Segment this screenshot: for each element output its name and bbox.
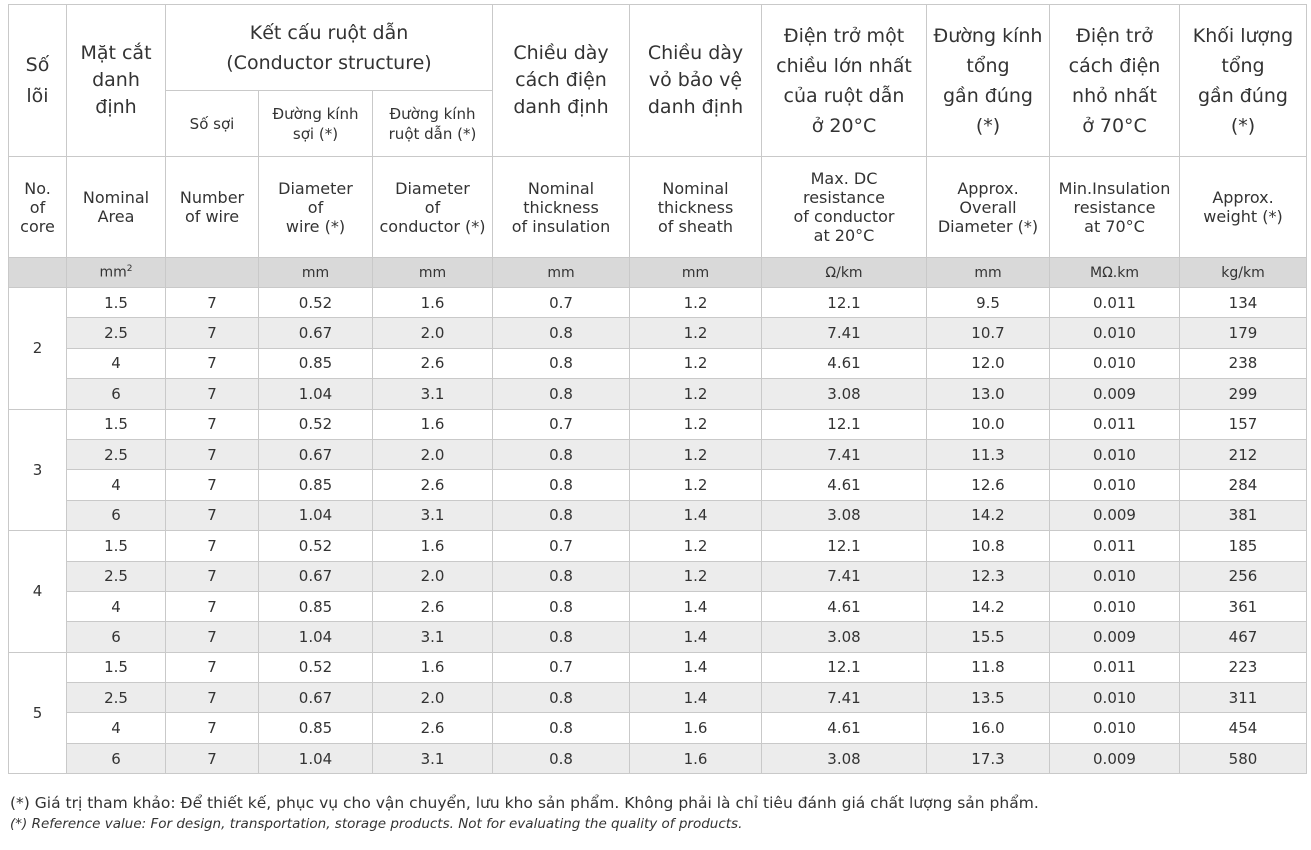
unit-conductor-diameter: mm bbox=[373, 258, 493, 288]
table-cell: 0.009 bbox=[1050, 743, 1180, 773]
table-cell: 0.8 bbox=[493, 318, 630, 348]
header-en-cell: Nominal thickness of insulation bbox=[493, 157, 630, 258]
table-cell: 1.04 bbox=[259, 500, 373, 530]
table-cell: 1.2 bbox=[630, 470, 762, 500]
header-wire-diameter-vi: Đường kính sợi (*) bbox=[259, 91, 373, 157]
unit-weight: kg/km bbox=[1180, 258, 1307, 288]
table-cell: 7 bbox=[166, 288, 259, 318]
table-row bbox=[9, 439, 1307, 469]
table-cell: 0.009 bbox=[1050, 500, 1180, 530]
table-cell: 7 bbox=[166, 500, 259, 530]
table-cell: 0.011 bbox=[1050, 288, 1180, 318]
table-cell: 2.0 bbox=[373, 318, 493, 348]
table-cell: 1.4 bbox=[630, 652, 762, 682]
table-cell: 7 bbox=[166, 713, 259, 743]
table-cell: 1.2 bbox=[630, 318, 762, 348]
table-cell: 17.3 bbox=[927, 743, 1050, 773]
table-row bbox=[9, 409, 1307, 439]
table-row bbox=[9, 683, 1307, 713]
table-cell: 134 bbox=[1180, 288, 1307, 318]
table-cell: 12.1 bbox=[762, 652, 927, 682]
table-cell: 11.3 bbox=[927, 439, 1050, 469]
header-row-vi-top bbox=[9, 5, 1307, 91]
table-cell: 0.8 bbox=[493, 379, 630, 409]
header-wires-vi: Số sợi bbox=[166, 91, 259, 157]
table-cell: 7.41 bbox=[762, 318, 927, 348]
table-cell: 7 bbox=[166, 743, 259, 773]
table-cell: 1.2 bbox=[630, 531, 762, 561]
cable-spec-table-container bbox=[8, 4, 1306, 774]
table-cell: 3.08 bbox=[762, 743, 927, 773]
table-cell: 0.011 bbox=[1050, 409, 1180, 439]
header-en-cell: Approx. weight (*) bbox=[1180, 157, 1307, 258]
table-cell: 0.8 bbox=[493, 683, 630, 713]
table-cell: 1.4 bbox=[630, 622, 762, 652]
header-core-vi: Số lõi bbox=[9, 5, 67, 157]
table-cell: 10.0 bbox=[927, 409, 1050, 439]
table-cell: 1.6 bbox=[630, 743, 762, 773]
header-insulation-resistance-vi: Điện trở cách điện nhỏ nhất ở 70°C bbox=[1050, 5, 1180, 157]
table-cell: 12.1 bbox=[762, 409, 927, 439]
table-cell: 7 bbox=[166, 318, 259, 348]
header-en-cell: Nominal thickness of sheath bbox=[630, 157, 762, 258]
table-cell: 1.4 bbox=[630, 500, 762, 530]
table-body bbox=[9, 288, 1307, 774]
table-cell: 284 bbox=[1180, 470, 1307, 500]
table-cell: 0.8 bbox=[493, 743, 630, 773]
table-cell: 4.61 bbox=[762, 470, 927, 500]
table-cell: 4 bbox=[67, 470, 166, 500]
table-cell: 3.08 bbox=[762, 379, 927, 409]
table-row bbox=[9, 379, 1307, 409]
table-cell: 2.5 bbox=[67, 439, 166, 469]
table-row bbox=[9, 622, 1307, 652]
core-count-cell: 2 bbox=[9, 288, 67, 410]
table-cell: 0.8 bbox=[493, 500, 630, 530]
table-cell: 1.6 bbox=[630, 713, 762, 743]
table-cell: 12.1 bbox=[762, 531, 927, 561]
header-structure-vi: Kết cấu ruột dẫn (Conductor structure) bbox=[166, 5, 493, 91]
table-cell: 6 bbox=[67, 500, 166, 530]
footnote-en: (*) Reference value: For design, transportation, storage products. Not for evaluating the quality of products. bbox=[10, 816, 743, 832]
table-cell: 7 bbox=[166, 561, 259, 591]
table-cell: 12.6 bbox=[927, 470, 1050, 500]
table-cell: 179 bbox=[1180, 318, 1307, 348]
table-cell: 2.6 bbox=[373, 713, 493, 743]
unit-insulation-resistance: MΩ.km bbox=[1050, 258, 1180, 288]
table-cell: 14.2 bbox=[927, 591, 1050, 621]
table-cell: 1.6 bbox=[373, 409, 493, 439]
table-cell: 4 bbox=[67, 713, 166, 743]
table-cell: 0.8 bbox=[493, 439, 630, 469]
table-cell: 7 bbox=[166, 531, 259, 561]
table-cell: 1.2 bbox=[630, 379, 762, 409]
table-cell: 1.4 bbox=[630, 683, 762, 713]
table-cell: 9.5 bbox=[927, 288, 1050, 318]
table-cell: 0.52 bbox=[259, 409, 373, 439]
core-count-cell: 4 bbox=[9, 531, 67, 653]
unit-core bbox=[9, 258, 67, 288]
table-cell: 13.5 bbox=[927, 683, 1050, 713]
table-cell: 1.04 bbox=[259, 743, 373, 773]
table-cell: 361 bbox=[1180, 591, 1307, 621]
table-cell: 7 bbox=[166, 683, 259, 713]
core-count-cell: 5 bbox=[9, 652, 67, 774]
table-cell: 1.04 bbox=[259, 379, 373, 409]
table-row bbox=[9, 561, 1307, 591]
table-cell: 0.009 bbox=[1050, 622, 1180, 652]
table-cell: 0.7 bbox=[493, 652, 630, 682]
table-cell: 2.5 bbox=[67, 683, 166, 713]
header-en-cell: Min.Insulation resistance at 70°C bbox=[1050, 157, 1180, 258]
table-cell: 2.5 bbox=[67, 561, 166, 591]
table-cell: 2.6 bbox=[373, 470, 493, 500]
table-cell: 4 bbox=[67, 591, 166, 621]
table-cell: 7 bbox=[166, 439, 259, 469]
table-cell: 0.7 bbox=[493, 409, 630, 439]
table-cell: 12.3 bbox=[927, 561, 1050, 591]
table-cell: 157 bbox=[1180, 409, 1307, 439]
header-en-cell: Diameter of wire (*) bbox=[259, 157, 373, 258]
table-cell: 212 bbox=[1180, 439, 1307, 469]
table-cell: 7.41 bbox=[762, 561, 927, 591]
unit-resistance: Ω/km bbox=[762, 258, 927, 288]
table-cell: 1.2 bbox=[630, 409, 762, 439]
core-count-cell: 3 bbox=[9, 409, 67, 531]
table-cell: 1.6 bbox=[373, 531, 493, 561]
table-cell: 0.010 bbox=[1050, 470, 1180, 500]
table-cell: 4.61 bbox=[762, 713, 927, 743]
table-row bbox=[9, 470, 1307, 500]
unit-area: $mm^2$ bbox=[67, 258, 166, 288]
table-cell: 7 bbox=[166, 591, 259, 621]
header-sheath-vi: Chiều dày vỏ bảo vệ danh định bbox=[630, 5, 762, 157]
table-cell: 16.0 bbox=[927, 713, 1050, 743]
table-cell: 1.2 bbox=[630, 348, 762, 378]
table-cell: 0.52 bbox=[259, 531, 373, 561]
table-cell: 0.011 bbox=[1050, 531, 1180, 561]
table-row bbox=[9, 318, 1307, 348]
table-cell: 580 bbox=[1180, 743, 1307, 773]
table-cell: 7 bbox=[166, 652, 259, 682]
table-cell: 2.6 bbox=[373, 591, 493, 621]
table-cell: 1.2 bbox=[630, 561, 762, 591]
table-cell: 7 bbox=[166, 622, 259, 652]
table-cell: 0.67 bbox=[259, 683, 373, 713]
table-cell: 6 bbox=[67, 743, 166, 773]
table-cell: 0.85 bbox=[259, 470, 373, 500]
table-cell: 1.5 bbox=[67, 288, 166, 318]
table-cell: 311 bbox=[1180, 683, 1307, 713]
table-cell: 0.010 bbox=[1050, 591, 1180, 621]
table-row bbox=[9, 743, 1307, 773]
table-cell: 0.010 bbox=[1050, 439, 1180, 469]
header-weight-vi: Khối lượng tổng gần đúng (*) bbox=[1180, 5, 1307, 157]
header-conductor-diameter-vi: Đường kính ruột dẫn (*) bbox=[373, 91, 493, 157]
header-en-cell: Number of wire bbox=[166, 157, 259, 258]
header-en-cell: Nominal Area bbox=[67, 157, 166, 258]
table-cell: 0.010 bbox=[1050, 561, 1180, 591]
header-row-en bbox=[9, 157, 1307, 258]
table-cell: 1.6 bbox=[373, 652, 493, 682]
header-area-vi: Mặt cắt danh định bbox=[67, 5, 166, 157]
table-cell: 7.41 bbox=[762, 683, 927, 713]
table-cell: 0.85 bbox=[259, 713, 373, 743]
table-cell: 7 bbox=[166, 379, 259, 409]
table-cell: 0.52 bbox=[259, 288, 373, 318]
table-cell: 7 bbox=[166, 409, 259, 439]
unit-wires bbox=[166, 258, 259, 288]
units-row bbox=[9, 258, 1307, 288]
table-cell: 4 bbox=[67, 348, 166, 378]
header-en-cell: Max. DC resistance of conductor at 20°C bbox=[762, 157, 927, 258]
table-cell: 1.5 bbox=[67, 652, 166, 682]
table-cell: 7 bbox=[166, 470, 259, 500]
unit-insulation: mm bbox=[493, 258, 630, 288]
table-cell: 3.1 bbox=[373, 379, 493, 409]
header-insulation-vi: Chiều dày cách điện danh định bbox=[493, 5, 630, 157]
table-cell: 2.0 bbox=[373, 561, 493, 591]
table-cell: 0.010 bbox=[1050, 683, 1180, 713]
header-en-cell: Diameter of conductor (*) bbox=[373, 157, 493, 258]
table-cell: 454 bbox=[1180, 713, 1307, 743]
table-cell: 1.6 bbox=[373, 288, 493, 318]
table-cell: 0.8 bbox=[493, 622, 630, 652]
table-cell: 13.0 bbox=[927, 379, 1050, 409]
table-cell: 1.5 bbox=[67, 531, 166, 561]
table-cell: 3.08 bbox=[762, 500, 927, 530]
table-cell: 0.67 bbox=[259, 318, 373, 348]
table-cell: 11.8 bbox=[927, 652, 1050, 682]
table-cell: 256 bbox=[1180, 561, 1307, 591]
header-overall-diameter-vi: Đường kính tổng gần đúng (*) bbox=[927, 5, 1050, 157]
table-cell: 238 bbox=[1180, 348, 1307, 378]
header-en-cell: Approx. Overall Diameter (*) bbox=[927, 157, 1050, 258]
table-cell: 299 bbox=[1180, 379, 1307, 409]
table-cell: 0.7 bbox=[493, 531, 630, 561]
cable-spec-table bbox=[8, 4, 1307, 774]
table-cell: 10.8 bbox=[927, 531, 1050, 561]
table-cell: 0.8 bbox=[493, 591, 630, 621]
table-cell: 223 bbox=[1180, 652, 1307, 682]
table-row bbox=[9, 713, 1307, 743]
footnote bbox=[10, 792, 1300, 834]
table-row bbox=[9, 591, 1307, 621]
table-cell: 0.8 bbox=[493, 470, 630, 500]
table-cell: 1.2 bbox=[630, 439, 762, 469]
table-cell: 14.2 bbox=[927, 500, 1050, 530]
table-cell: 4.61 bbox=[762, 348, 927, 378]
table-cell: 3.1 bbox=[373, 500, 493, 530]
table-cell: 3.1 bbox=[373, 622, 493, 652]
table-cell: 4.61 bbox=[762, 591, 927, 621]
table-cell: 1.4 bbox=[630, 591, 762, 621]
table-cell: 15.5 bbox=[927, 622, 1050, 652]
table-cell: 0.011 bbox=[1050, 652, 1180, 682]
table-cell: 1.2 bbox=[630, 288, 762, 318]
table-row bbox=[9, 652, 1307, 682]
header-en-cell: No. of core bbox=[9, 157, 67, 258]
table-cell: 2.0 bbox=[373, 683, 493, 713]
table-cell: 0.52 bbox=[259, 652, 373, 682]
table-cell: 0.8 bbox=[493, 348, 630, 378]
table-cell: 467 bbox=[1180, 622, 1307, 652]
table-cell: 3.1 bbox=[373, 743, 493, 773]
table-cell: 7.41 bbox=[762, 439, 927, 469]
footnote-vi: (*) Giá trị tham khảo: Để thiết kế, phục vụ cho vận chuyển, lưu kho sản phẩm. Không phải là chỉ tiêu đánh giá chất lượng sản phẩm. bbox=[10, 794, 1039, 812]
table-cell: 7 bbox=[166, 348, 259, 378]
table-cell: 6 bbox=[67, 622, 166, 652]
table-cell: 0.8 bbox=[493, 561, 630, 591]
table-cell: 0.010 bbox=[1050, 348, 1180, 378]
table-cell: 10.7 bbox=[927, 318, 1050, 348]
table-row bbox=[9, 500, 1307, 530]
table-cell: 0.010 bbox=[1050, 713, 1180, 743]
unit-sheath: mm bbox=[630, 258, 762, 288]
table-cell: 381 bbox=[1180, 500, 1307, 530]
table-cell: 6 bbox=[67, 379, 166, 409]
table-cell: 0.010 bbox=[1050, 318, 1180, 348]
table-cell: 3.08 bbox=[762, 622, 927, 652]
table-cell: 185 bbox=[1180, 531, 1307, 561]
table-cell: 0.85 bbox=[259, 348, 373, 378]
table-cell: 0.85 bbox=[259, 591, 373, 621]
table-cell: 12.1 bbox=[762, 288, 927, 318]
table-cell: 0.67 bbox=[259, 561, 373, 591]
table-cell: 1.04 bbox=[259, 622, 373, 652]
table-row bbox=[9, 531, 1307, 561]
unit-wire-diameter: mm bbox=[259, 258, 373, 288]
table-cell: 2.6 bbox=[373, 348, 493, 378]
table-row bbox=[9, 348, 1307, 378]
table-cell: 2.5 bbox=[67, 318, 166, 348]
table-cell: 0.009 bbox=[1050, 379, 1180, 409]
table-cell: 1.5 bbox=[67, 409, 166, 439]
table-cell: 0.67 bbox=[259, 439, 373, 469]
table-cell: 12.0 bbox=[927, 348, 1050, 378]
table-cell: 2.0 bbox=[373, 439, 493, 469]
table-row bbox=[9, 288, 1307, 318]
unit-overall-diameter: mm bbox=[927, 258, 1050, 288]
table-cell: 0.8 bbox=[493, 713, 630, 743]
table-cell: 0.7 bbox=[493, 288, 630, 318]
header-resistance-vi: Điện trở một chiều lớn nhất của ruột dẫn ở 20°C bbox=[762, 5, 927, 157]
